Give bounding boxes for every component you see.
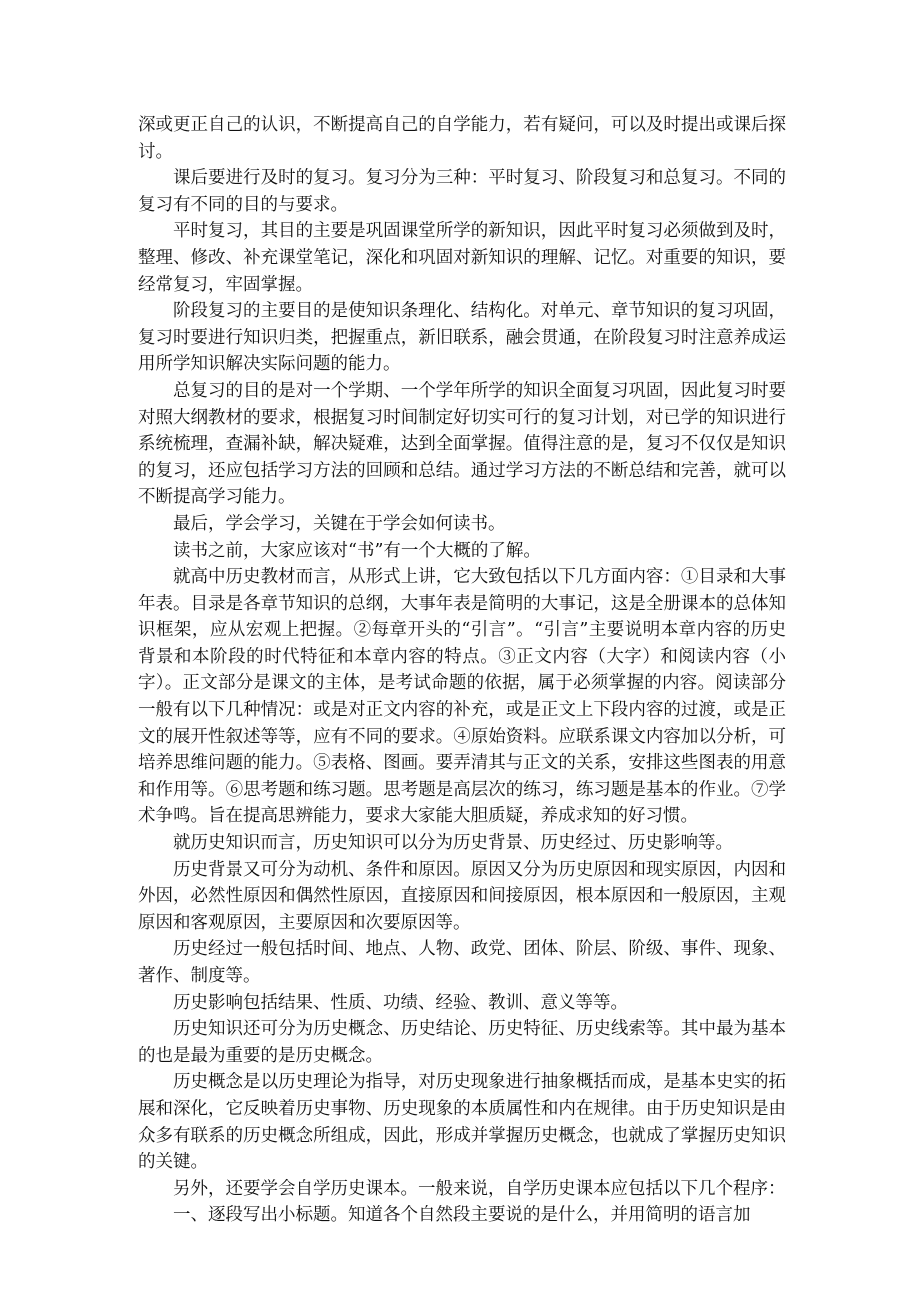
paragraph-13: 历史知识还可分为历史概念、历史结论、历史特征、历史线索等。其中最为基本的也是最为重要的是历史概念。 <box>138 1019 786 1066</box>
paragraph-4: 阶段复习的主要目的是使知识条理化、结构化。对单元、章节知识的复习巩固，复习时要进行知识归类，把握重点，新旧联系，融会贯通，在阶段复习时注意养成运用所学知识解决实际问题的能力。 <box>138 301 786 375</box>
paragraph-16: 一、逐段写出小标题。知道各个自然段主要说的是什么，并用简明的语言加 <box>173 1205 751 1226</box>
paragraph-11: 历史经过一般包括时间、地点、人物、政党、团体、阶层、阶级、事件、现象、著作、制度等。 <box>138 939 786 986</box>
paragraph-14: 历史概念是以历史理论为指导，对历史现象进行抽象概括而成，是基本史实的拓展和深化，它反映着历史事物、历史现象的本质属性和内在规律。由于历史知识是由众多有联系的历史概念所组成，因此，形成并掌握历史概念，也就成了掌握历史知识的关键。 <box>138 1072 786 1173</box>
paragraph-15: 另外，还要学会自学历史课本。一般来说，自学历史课本应包括以下几个程序： <box>173 1178 786 1199</box>
paragraph-1: 深或更正自己的认识，不断提高自己的自学能力，若有疑问，可以及时提出或课后探讨。 <box>138 115 786 162</box>
paragraph-3: 平时复习，其目的主要是巩固课堂所学的新知识，因此平时复习必须做到及时，整理、修改、补充课堂笔记，深化和巩固对新知识的理解、记忆。对重要的知识，要经常复习，牢固掌握。 <box>138 221 786 295</box>
paragraph-10: 历史背景又可分为动机、条件和原因。原因又分为历史原因和现实原因，内因和外因，必然性原因和偶然性原因，直接原因和间接原因，根本原因和一般原因，主观原因和客观原因，主要原因和次要原因等。 <box>138 859 786 933</box>
document-body <box>138 112 786 1229</box>
paragraph-8: 就高中历史教材而言，从形式上讲，它大致包括以下几方面内容：①目录和大事年表。目录是各章节知识的总纲，大事年表是简明的大事记，这是全册课本的总体知识框架，应从宏观上把握。②每章开头的“引言”。“引言”主要说明本章内容的历史背景和本阶段的时代特征和本章内容的特点。③正文内容（大字）和阅读内容（小字）。正文部分是课文的主体，是考试命题的依据，属于必须掌握的内容。阅读部分一般有以下几种情况：或是对正文内容的补充，或是正文上下段内容的过渡，或是正文的展开性叙述等等，应有不同的要求。④原始资料。应联系课文内容加以分析，可培养思维问题的能力。⑤表格、图画。要弄清其与正文的关系，安排这些图表的用意和作用等。⑥思考题和练习题。思考题是高层次的练习，练习题是基本的作业。⑦学术争鸣。旨在提高思辨能力，要求大家能大胆质疑，养成求知的好习惯。 <box>138 567 786 827</box>
paragraph-2: 课后要进行及时的复习。复习分为三种：平时复习、阶段复习和总复习。不同的复习有不同的目的与要求。 <box>138 168 786 215</box>
paragraph-7: 读书之前，大家应该对“书”有一个大概的了解。 <box>173 540 541 561</box>
paragraph-5: 总复习的目的是对一个学期、一个学年所学的知识全面复习巩固，因此复习时要对照大纲教材的要求，根据复习时间制定好切实可行的复习计划，对已学的知识进行系统梳理，查漏补缺，解决疑难，达到全面掌握。值得注意的是，复习不仅仅是知识的复习，还应包括学习方法的回顾和总结。通过学习方法的不断总结和完善，就可以不断提高学习能力。 <box>138 380 786 508</box>
paragraph-12: 历史影响包括结果、性质、功绩、经验、教训、意义等等。 <box>173 992 628 1013</box>
paragraph-6: 最后，学会学习，关键在于学会如何读书。 <box>173 513 506 534</box>
paragraph-9: 就历史知识而言，历史知识可以分为历史背景、历史经过、历史影响等。 <box>173 833 733 854</box>
